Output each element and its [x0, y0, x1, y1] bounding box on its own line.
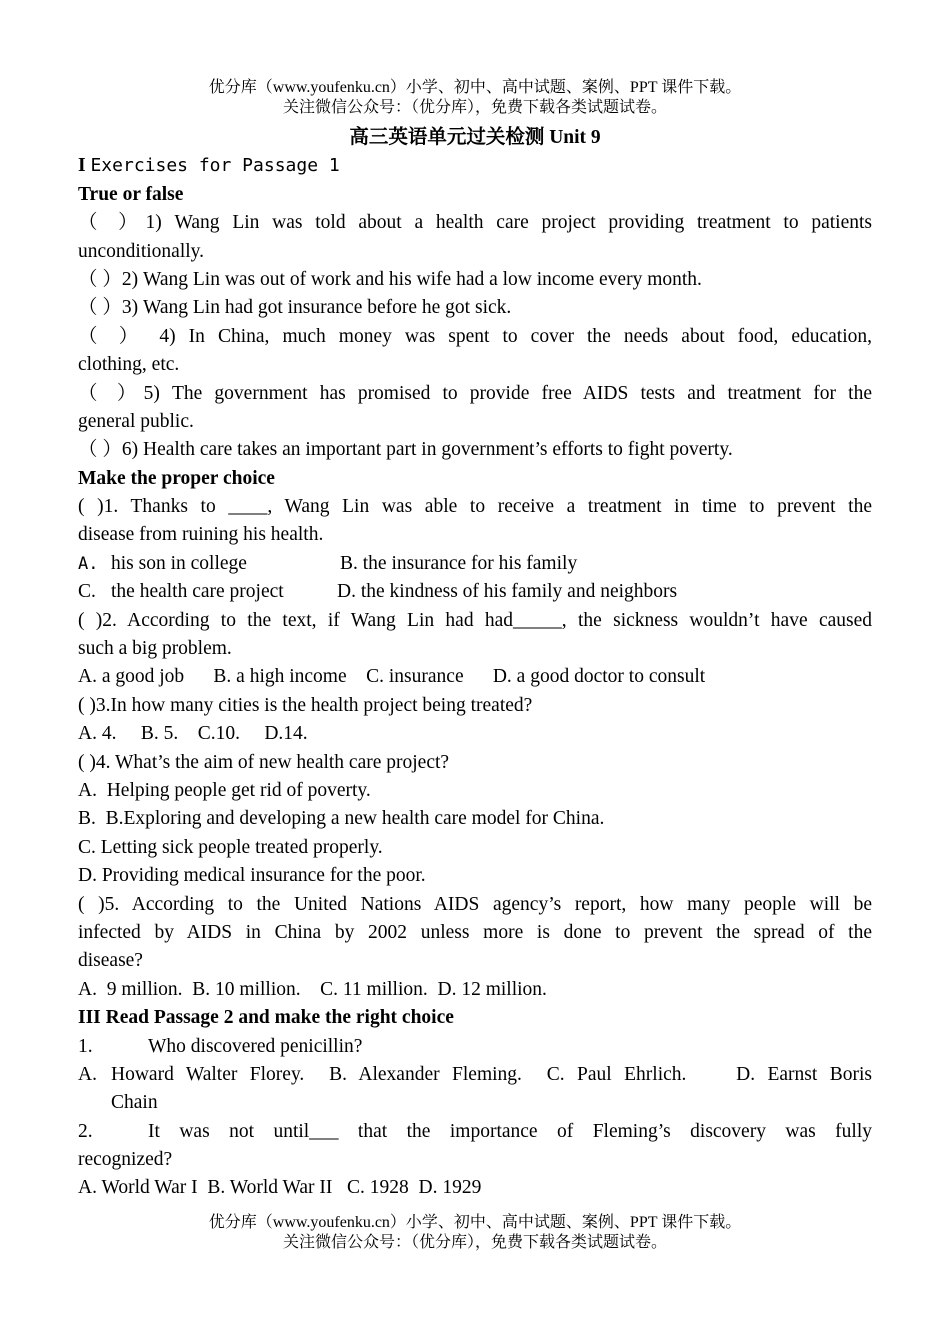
mc-q1-option-c-key: C. [78, 581, 96, 603]
mc-q3-options: A. 4. B. 5. C.10. D.14. [78, 723, 308, 745]
mc-q5-line-1: ( )5. According to the United Nations AIDS agency’s report, how many people will be [78, 893, 872, 915]
true-false-heading: True or false [78, 183, 184, 205]
section-1-roman: I [78, 155, 86, 177]
mc-q2-options: A. a good job B. a high income C. insurance D. a good doctor to consult [78, 666, 706, 688]
mc-q1-options-ab [78, 550, 872, 578]
mc-q1-line-2: disease from ruining his health. [78, 524, 324, 546]
mc-q4-option-c: C. Letting sick people treated properly. [78, 836, 383, 858]
tf-item-6: （ ）6) Health care takes an important part in government’s efforts to fight poverty. [78, 439, 733, 461]
mc-q4-option-b: B. B.Exploring and developing a new health care model for China. [78, 808, 605, 830]
mc-q4: ( )4. What’s the aim of new health care project? [78, 751, 450, 773]
mc-q1-option-a: his son in college [111, 552, 247, 574]
header-line-1: 优分库（www.youfenku.cn）小学、初中、高中试题、案例、PPT 课件下载。 [208, 79, 742, 96]
footer-line-2: 关注微信公众号：（优分库），免费下载各类试题试卷。 [282, 1234, 667, 1251]
mc-q4-option-a: A. Helping people get rid of poverty. [78, 779, 371, 801]
s3-q1-options-line-2: Chain [111, 1092, 158, 1114]
tf-item-1-line-1: （ ）1) Wang Lin was told about a health care project providing treatment to patients [78, 212, 872, 234]
s3-q2-line-2: recognized? [78, 1149, 173, 1171]
mc-q2-line-2: such a big problem. [78, 638, 232, 660]
s3-q1-options: Howard Walter Florey. B. Alexander Fleming. C. Paul Ehrlich. D. Earnst Boris [111, 1063, 872, 1085]
mc-q5-options: A. 9 million. B. 10 million. C. 11 million. D. 12 million. [78, 978, 547, 1000]
s3-q2-text: It was not until___ that the importance of Fleming’s discovery was fully [148, 1120, 872, 1142]
mc-q2-line-1: ( )2. According to the text, if Wang Lin had had_____, the sickness wouldn’t have caused [78, 609, 872, 631]
s3-q2-options: A. World War I B. World War II C. 1928 D. 1929 [78, 1177, 482, 1199]
mc-q1-option-a-key: A. [78, 553, 99, 574]
tf-item-4-line-1: （ ） 4) In China, much money was spent to cover the needs about food, education, [78, 325, 872, 347]
document-title: 高三英语单元过关检测 Unit 9 [349, 127, 601, 148]
header-line-2: 关注微信公众号：（优分库），免费下载各类试题试卷。 [282, 99, 667, 116]
mc-q5-line-2: infected by AIDS in China by 2002 unless more is done to prevent the spread of the [78, 921, 872, 943]
document-body [78, 124, 872, 1203]
mc-q1-line-1: ( )1. Thanks to ____, Wang Lin was able to receive a treatment in time to prevent the [78, 496, 872, 518]
s3-q2-number: 2. [78, 1120, 93, 1142]
tf-item-5-line-2: general public. [78, 410, 194, 432]
mc-q1-option-d: D. the kindness of his family and neighbors [337, 581, 678, 603]
tf-item-1-line-2: unconditionally. [78, 240, 205, 262]
s3-q1-option-key: A. [78, 1063, 97, 1085]
mc-q1-option-c: the health care project [111, 581, 284, 603]
s3-q2 [78, 1118, 872, 1146]
section-1-heading-text: Exercises for Passage 1 [90, 155, 340, 177]
tf-item-5-line-1: （ ）5) The government has promised to provide free AIDS tests and treatment for the [78, 382, 872, 404]
page-footer [0, 1213, 950, 1253]
section-1-heading [78, 152, 872, 180]
s3-q1-options-line-1 [78, 1061, 872, 1089]
s3-q1-text: Who discovered penicillin? [148, 1035, 363, 1057]
mc-q1-option-b: B. the insurance for his family [340, 552, 578, 574]
page-header [0, 78, 950, 118]
section-3-heading: III Read Passage 2 and make the right choice [78, 1007, 454, 1029]
mc-q5-line-3: disease? [78, 950, 143, 972]
s3-q1 [78, 1033, 872, 1061]
mc-q1-options-cd [78, 578, 872, 606]
mc-q4-option-d: D. Providing medical insurance for the poor. [78, 865, 426, 887]
footer-line-1: 优分库（www.youfenku.cn）小学、初中、高中试题、案例、PPT 课件下载。 [208, 1214, 742, 1231]
s3-q1-number: 1. [78, 1035, 93, 1057]
mc-q3: ( )3.In how many cities is the health project being treated? [78, 694, 533, 716]
multiple-choice-heading: Make the proper choice [78, 467, 275, 489]
tf-item-2: （ ）2) Wang Lin was out of work and his wife had a low income every month. [78, 268, 702, 290]
tf-item-4-line-2: clothing, etc. [78, 354, 180, 376]
tf-item-3: （ ）3) Wang Lin had got insurance before he got sick. [78, 297, 512, 319]
